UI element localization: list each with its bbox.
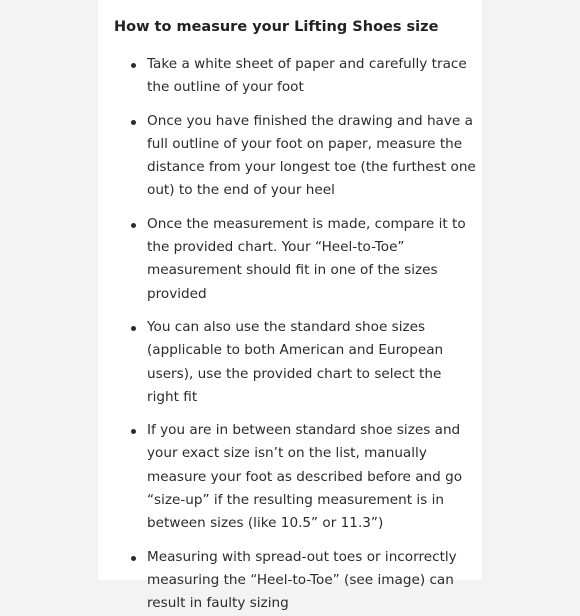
list-item-text: Once you have finished the drawing and have a full outline of your foot on paper, measure the distance from your longest toe (the furthest one out) to the end of your heel xyxy=(147,112,476,199)
bullet-icon xyxy=(131,326,136,331)
list-item xyxy=(114,546,477,616)
bullet-icon xyxy=(131,63,136,68)
list-item xyxy=(114,419,477,535)
list-item-text: If you are in between standard shoe sizes and your exact size isn’t on the list, manually measure your foot as described before and go “size-up” if the resulting measurement is in between sizes (like 10.5” or 11.3”) xyxy=(147,422,463,532)
list-item-text: Once the measurement is made, compare it to the provided chart. Your “Heel-to-Toe” measurement should fit in one of the sizes provided xyxy=(147,215,466,302)
bullet-icon xyxy=(131,429,136,434)
list-item xyxy=(114,110,477,203)
list-item-text: You can also use the standard shoe sizes (applicable to both American and European users), use the provided chart to select the right fit xyxy=(147,318,444,405)
bullet-icon xyxy=(131,223,136,228)
bullet-icon xyxy=(131,120,136,125)
list-item xyxy=(114,316,477,409)
list-item-text: Measuring with spread-out toes or incorrectly measuring the “Heel-to-Toe” (see image) can result in faulty sizing xyxy=(147,548,457,612)
list-item-text: Take a white sheet of paper and carefully trace the outline of your foot xyxy=(147,56,467,96)
bullet-icon xyxy=(131,556,136,561)
content-card xyxy=(98,0,482,612)
section-title: How to measure your Lifting Shoes size xyxy=(114,19,439,35)
instructions-list xyxy=(114,53,482,616)
list-item xyxy=(114,53,477,100)
list-item xyxy=(114,213,477,306)
